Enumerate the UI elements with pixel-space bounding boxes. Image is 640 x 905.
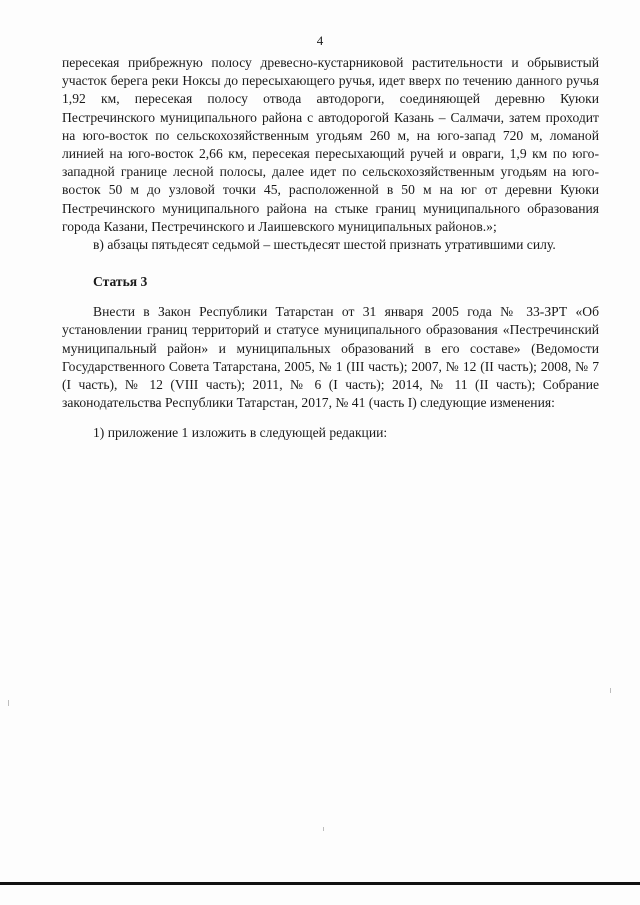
- page-number: 4: [316, 33, 324, 48]
- article-heading: Статья 3: [93, 274, 148, 290]
- scan-bottom-edge: [0, 882, 640, 885]
- list-item-1: 1) приложение 1 изложить в следующей редакции:: [93, 425, 388, 441]
- paragraph-v-repeal: в) абзацы пятьдесят седьмой – шестьдесят шестой признать утратившими силу.: [93, 237, 556, 253]
- spacer: [62, 412, 599, 424]
- document-body: [62, 54, 599, 443]
- scan-artifact: [323, 827, 324, 831]
- paragraph-boundary-description: пересекая прибрежную полосу древесно-кустарниковой растительности и обрывистый участок берега реки Ноксы до пересыхающего ручья, идет вверх по течению данного ручья 1,92 км, пересекая полосу отвода автодороги, соединяющей деревню Куюки Пестречинского муниципального района с автодорогой Казань – Салмачи, затем проходит на юго-восток по сельскохозяйственным угодьям 260 м, на юго-запад 720 м, ломаной линией на юго-восток 2,66 км, пересекая пересыхающий ручей и овраги, 1,9 км по юго-западной границе лесной полосы, далее идет по сельскохозяйственным угодьям на юго-восток 50 м до узловой точки 45, расположенной в 50 м на юг от деревни Куюки Пестречинского муниципального района на стыке границ муниципального образования города Казани, Пестречинского и Лаишевского муниципальных районов.»;: [62, 55, 599, 234]
- spacer: [62, 254, 599, 259]
- scan-artifact: [8, 700, 9, 706]
- article-3-text: Внести в Закон Республики Татарстан от 31 января 2005 года № 33-ЗРТ «Об установлении границ территорий и статусе муниципального образования «Пестречинский муниципальный район» и муниципальных образований в его составе» (Ведомости Государственного Совета Татарстана, 2005, № 1 (III часть); 2007, № 12 (II часть); 2008, № 7 (I часть), № 12 (VIII часть); 2011, № 6 (I часть); 2014, № 11 (II часть); Собрание законодательства Республики Татарстан, 2017, № 41 (часть I) следующие изменения:: [62, 304, 599, 411]
- scan-artifact: [610, 688, 611, 693]
